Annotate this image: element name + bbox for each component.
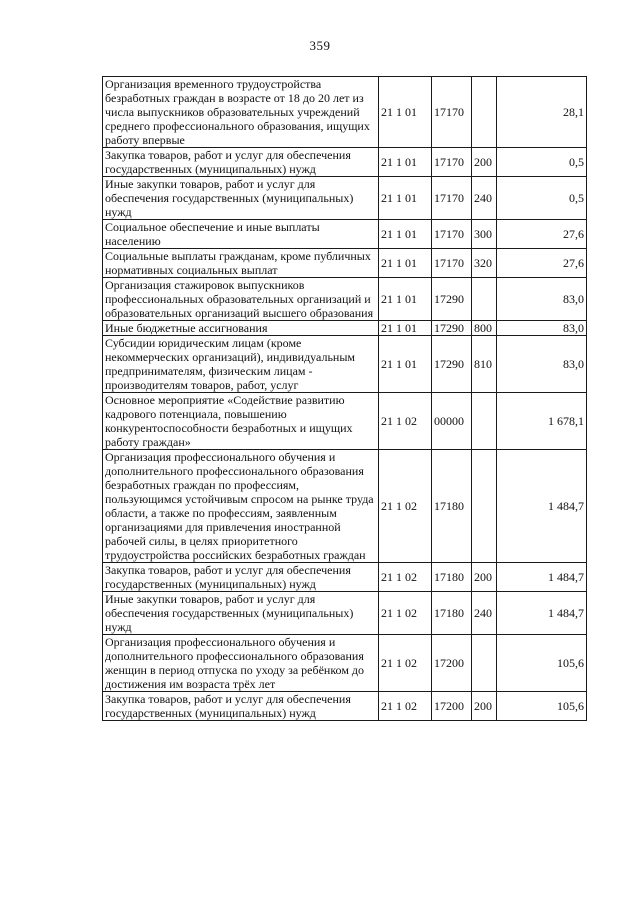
row-direction-code: 17290 — [432, 336, 472, 393]
row-program-code: 21 1 02 — [379, 563, 432, 592]
row-sum: 83,0 — [497, 278, 587, 321]
table-row — [103, 592, 587, 635]
table-row — [103, 393, 587, 450]
row-sum: 27,6 — [497, 249, 587, 278]
table-row — [103, 278, 587, 321]
row-expense-type — [472, 450, 497, 563]
row-expense-type: 320 — [472, 249, 497, 278]
row-sum: 27,6 — [497, 220, 587, 249]
row-program-code: 21 1 01 — [379, 321, 432, 336]
row-program-code: 21 1 01 — [379, 220, 432, 249]
row-direction-code: 17180 — [432, 592, 472, 635]
row-direction-code: 17290 — [432, 321, 472, 336]
page-number: 359 — [309, 38, 331, 53]
row-direction-code: 17200 — [432, 692, 472, 721]
row-name: Организация профессионального обучения и дополнительного профессионального образования женщин в период отпуска по уходу за ребёнком до достижения им возраста трёх лет — [103, 635, 379, 692]
row-expense-type: 810 — [472, 336, 497, 393]
row-sum: 83,0 — [497, 336, 587, 393]
row-name: Организация профессионального обучения и дополнительного профессионального образования безработных граждан по профессиям, пользующимся устойчивым спросом на рынке труда области, а также по профессиям, заявленным организациями для привлечения иностранной рабочей силы, в целях приоритетного трудоустройства российских безработных граждан — [103, 450, 379, 563]
table-row — [103, 148, 587, 177]
row-expense-type — [472, 278, 497, 321]
row-name: Закупка товаров, работ и услуг для обеспечения государственных (муниципальных) нужд — [103, 563, 379, 592]
row-name: Субсидии юридическим лицам (кроме некоммерческих организаций), индивидуальным предпринимателям, физическим лицам - производителям товаров, работ, услуг — [103, 336, 379, 393]
row-expense-type: 240 — [472, 592, 497, 635]
row-expense-type — [472, 393, 497, 450]
table-row — [103, 692, 587, 721]
table-row — [103, 321, 587, 336]
row-program-code: 21 1 01 — [379, 177, 432, 220]
row-direction-code: 17170 — [432, 148, 472, 177]
row-expense-type: 800 — [472, 321, 497, 336]
row-name: Закупка товаров, работ и услуг для обеспечения государственных (муниципальных) нужд — [103, 692, 379, 721]
row-program-code: 21 1 01 — [379, 278, 432, 321]
row-sum: 1 484,7 — [497, 450, 587, 563]
row-direction-code: 17170 — [432, 77, 472, 148]
table-row — [103, 77, 587, 148]
row-program-code: 21 1 01 — [379, 336, 432, 393]
table-row — [103, 336, 587, 393]
row-sum: 1 484,7 — [497, 592, 587, 635]
row-direction-code: 17200 — [432, 635, 472, 692]
table-row — [103, 635, 587, 692]
table-row — [103, 450, 587, 563]
row-direction-code: 17170 — [432, 177, 472, 220]
row-direction-code: 17170 — [432, 249, 472, 278]
row-name: Социальные выплаты гражданам, кроме публичных нормативных социальных выплат — [103, 249, 379, 278]
row-expense-type: 200 — [472, 692, 497, 721]
row-sum: 1 678,1 — [497, 393, 587, 450]
row-sum: 28,1 — [497, 77, 587, 148]
row-sum: 105,6 — [497, 692, 587, 721]
row-name: Иные закупки товаров, работ и услуг для обеспечения государственных (муниципальных) нужд — [103, 592, 379, 635]
row-sum: 1 484,7 — [497, 563, 587, 592]
row-program-code: 21 1 01 — [379, 249, 432, 278]
row-direction-code: 00000 — [432, 393, 472, 450]
row-program-code: 21 1 01 — [379, 77, 432, 148]
row-program-code: 21 1 02 — [379, 592, 432, 635]
row-name: Основное мероприятие «Содействие развитию кадрового потенциала, повышению конкурентоспособности безработных и ищущих работу граждан» — [103, 393, 379, 450]
table-row — [103, 249, 587, 278]
row-sum: 83,0 — [497, 321, 587, 336]
budget-table-body — [103, 77, 587, 721]
table-row — [103, 220, 587, 249]
row-program-code: 21 1 02 — [379, 635, 432, 692]
row-expense-type — [472, 635, 497, 692]
row-program-code: 21 1 02 — [379, 393, 432, 450]
row-sum: 0,5 — [497, 177, 587, 220]
table-row — [103, 563, 587, 592]
row-expense-type: 200 — [472, 148, 497, 177]
row-sum: 105,6 — [497, 635, 587, 692]
row-sum: 0,5 — [497, 148, 587, 177]
row-direction-code: 17170 — [432, 220, 472, 249]
row-name: Организация стажировок выпускников профессиональных образовательных организаций и образовательных организаций высшего образования — [103, 278, 379, 321]
row-direction-code: 17180 — [432, 450, 472, 563]
row-direction-code: 17290 — [432, 278, 472, 321]
row-name: Иные бюджетные ассигнования — [103, 321, 379, 336]
row-program-code: 21 1 01 — [379, 148, 432, 177]
row-program-code: 21 1 02 — [379, 692, 432, 721]
row-name: Организация временного трудоустройства безработных граждан в возрасте от 18 до 20 лет из числа выпускников образовательных учреждений среднего профессионального образования, ищущих работу впервые — [103, 77, 379, 148]
row-direction-code: 17180 — [432, 563, 472, 592]
row-name: Социальное обеспечение и иные выплаты населению — [103, 220, 379, 249]
row-expense-type — [472, 77, 497, 148]
row-name: Закупка товаров, работ и услуг для обеспечения государственных (муниципальных) нужд — [103, 148, 379, 177]
row-program-code: 21 1 02 — [379, 450, 432, 563]
row-expense-type: 200 — [472, 563, 497, 592]
row-expense-type: 240 — [472, 177, 497, 220]
row-expense-type: 300 — [472, 220, 497, 249]
row-name: Иные закупки товаров, работ и услуг для обеспечения государственных (муниципальных) нужд — [103, 177, 379, 220]
budget-table — [102, 76, 587, 721]
table-row — [103, 177, 587, 220]
